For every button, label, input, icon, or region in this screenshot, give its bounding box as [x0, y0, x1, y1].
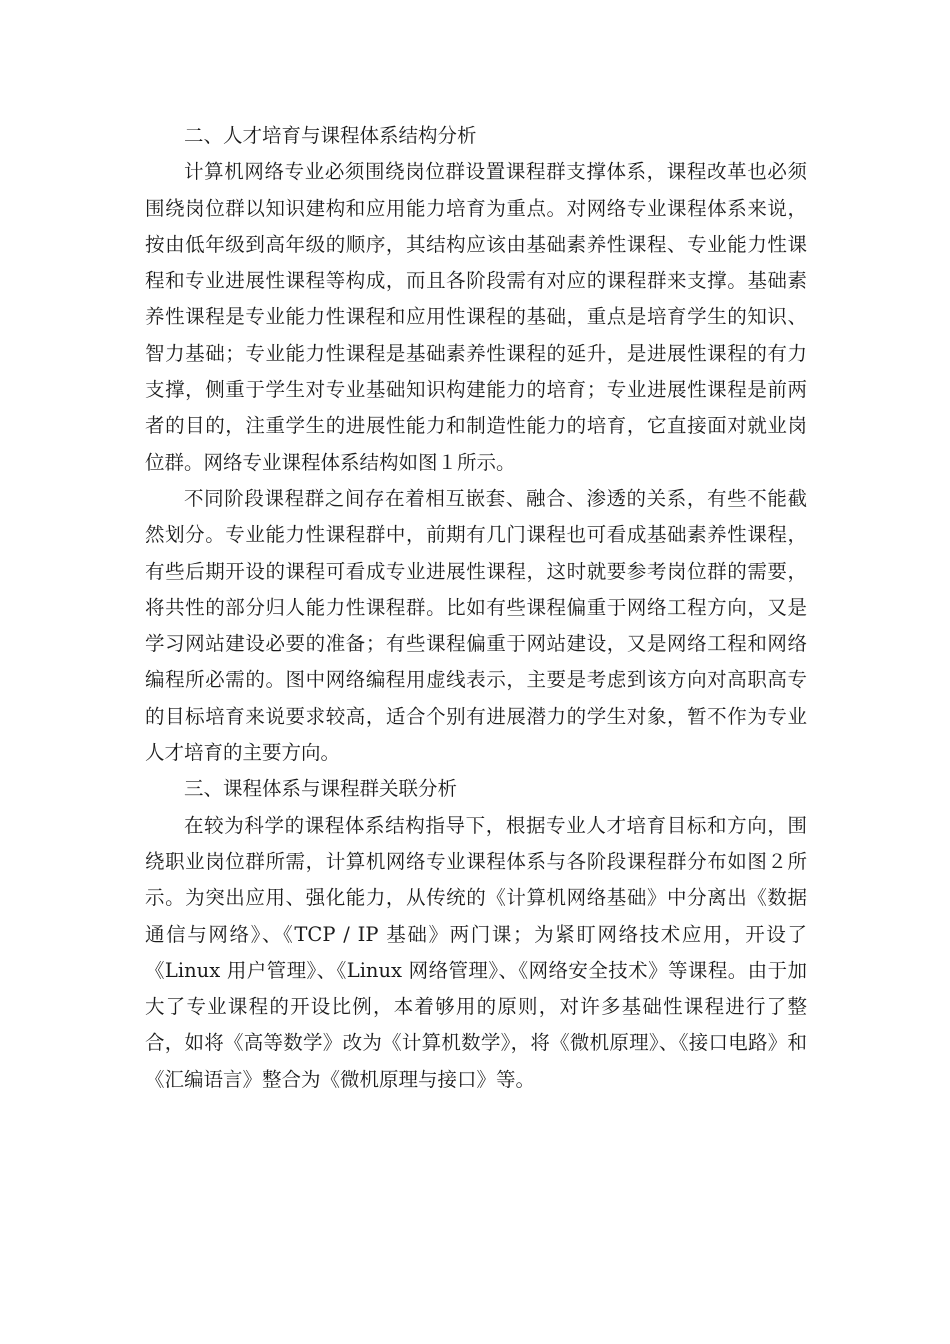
paragraph: 不同阶段课程群之间存在着相互嵌套、融合、渗透的关系，有些不能截然划分。专业能力性课程群中，前期有几门课程也可看成基础素养性课程，有些后期开设的课程可看成专业进展性课程，这时就要参考岗位群的需要，将共性的部分归人能力性课程群。比如有些课程偏重于网络工程方向，又是学习网站建设必要的准备；有些课程偏重于网站建设，又是网络工程和网络编程所必需的。图中网络编程用虚线表示，主要是考虑到该方向对高职高专的目标培育来说要求较高，适合个别有进展潜力的学生对象，暂不作为专业人才培育的主要方向。: [145, 486, 807, 765]
paragraph: 在较为科学的课程体系结构指导下，根据专业人才培育目标和方向，围绕职业岗位群所需，计算机网络专业课程体系与各阶段课程群分布如图２所示。为突出应用、强化能力，从传统的《计算机网络基础》中分离出《数据通信与网络》、《TCP / IP 基础》两门课；为紧盯网络技术应用，开设了《Linux 用户管理》、《Linux 网络管理》、《网络安全技术》等课程。由于加大了专业课程的开设比例，本着够用的原则，对许多基础性课程进行了整合，如将《高等数学》改为《计算机数学》，将《微机原理》、《接口电路》和《汇编语言》整合为《微机原理与接口》等。: [145, 813, 807, 1091]
section-heading-2: 二、人才培育与课程体系结构分析: [184, 124, 477, 147]
section-heading-3: 三、课程体系与课程群关联分析: [184, 777, 458, 801]
paragraph: 计算机网络专业必须围绕岗位群设置课程群支撑体系，课程改革也必须围绕岗位群以知识建构和应用能力培育为重点。对网络专业课程体系来说，按由低年级到高年级的顺序，其结构应该由基础素养性课程、专业能力性课程和专业进展性课程等构成，而且各阶段需有对应的课程群来支撑。基础素养性课程是专业能力性课程和应用性课程的基础，重点是培育学生的知识、智力基础；专业能力性课程是基础素养性课程的延升，是进展性课程的有力支撑，侧重于学生对专业基础知识构建能力的培育；专业进展性课程是前两者的目的，注重学生的进展性能力和制造性能力的培育，它直接面对就业岗位群。网络专业课程体系结构如图１所示。: [145, 160, 807, 474]
document-body: [145, 118, 807, 1098]
